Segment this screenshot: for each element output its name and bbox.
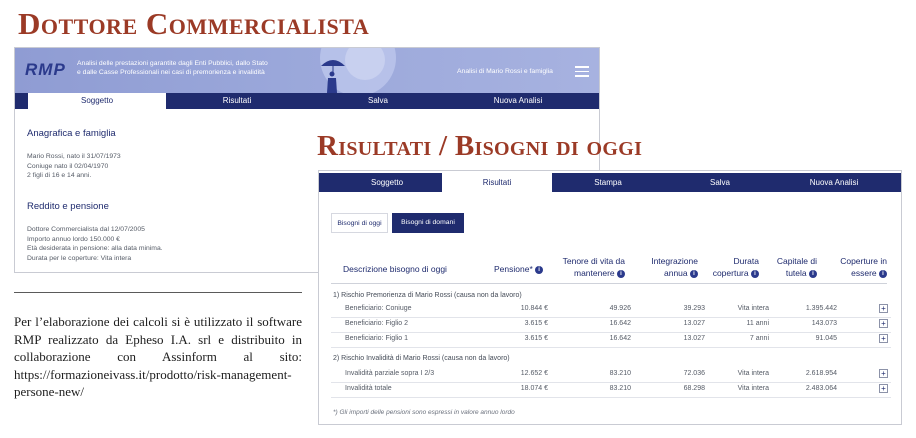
caption-text: Per l’elaborazione dei calcoli si è utilizzato il software RMP realizzato da Epheso I.A. srl e distribuito in collaborazione con Assinform al sito: https://formazioneivass.it/prodotto/risk-management-persone-new/ bbox=[14, 314, 302, 400]
subtab-bisogni-domani[interactable]: Bisogni di domani bbox=[392, 213, 464, 233]
results-nav bbox=[319, 173, 901, 192]
add-coverage-button[interactable]: + bbox=[879, 319, 888, 328]
tab-risultati[interactable]: Risultati bbox=[442, 173, 552, 192]
add-coverage-button[interactable]: + bbox=[879, 334, 888, 343]
main-nav bbox=[15, 93, 599, 109]
header-coperture: Coperture in essere i bbox=[840, 256, 887, 278]
tab-salva[interactable]: Salva bbox=[709, 178, 730, 187]
tab-stampa[interactable]: Stampa bbox=[594, 178, 622, 187]
hamburger-menu-icon[interactable] bbox=[575, 66, 589, 77]
header-pensione: Pensione* i bbox=[494, 263, 543, 275]
tab-salva[interactable]: Salva bbox=[367, 96, 388, 105]
caption-divider bbox=[14, 292, 302, 293]
info-icon[interactable]: i bbox=[535, 266, 543, 274]
table-row: Invalidità totale 18.074 € 83.210 68.298 Vita intera 2.483.064 + bbox=[331, 383, 891, 398]
footnote: *) Gli importi delle pensioni sono espressi in valore annuo lordo bbox=[333, 409, 515, 416]
page-title-risultati: Risultati / Bisogni di oggi bbox=[317, 130, 643, 162]
tab-nuova-analisi[interactable]: Nuova Analisi bbox=[809, 178, 859, 187]
section-anagrafica-title: Anagrafica e famiglia bbox=[27, 128, 116, 139]
header-durata: Durata copertura i bbox=[712, 256, 759, 278]
table-row: Beneficiario: Figlio 1 3.615 € 16.642 13.027 7 anni 91.045 + bbox=[331, 333, 891, 348]
header-descrizione: Descrizione bisogno di oggi bbox=[343, 264, 447, 274]
table-row: Beneficiario: Figlio 2 3.615 € 16.642 13.027 11 anni 143.073 + bbox=[331, 318, 891, 333]
rmp-header bbox=[15, 48, 599, 93]
info-icon[interactable]: i bbox=[879, 270, 887, 278]
page-title-dottore-commercialista: Dottore Commercialista bbox=[18, 6, 370, 41]
info-icon[interactable]: i bbox=[751, 270, 759, 278]
add-coverage-button[interactable]: + bbox=[879, 384, 888, 393]
group-title-premorienza: 1) Rischio Premorienza di Mario Rossi (causa non da lavoro) bbox=[333, 292, 522, 299]
income-details: Dottore Commercialista dal 12/07/2005 Importo annuo lordo 150.000 € Età desiderata in pensione: alla data minima. Durata per le coperture: Vita intera bbox=[27, 226, 163, 262]
group-title-invalidita: 2) Rischio Invalidità di Mario Rossi (causa non da lavoro) bbox=[333, 355, 510, 362]
header-divider bbox=[331, 283, 887, 284]
rmp-logo: RMP bbox=[25, 60, 66, 79]
info-icon[interactable]: i bbox=[809, 270, 817, 278]
info-icon[interactable]: i bbox=[690, 270, 698, 278]
header-description: Analisi delle prestazioni garantite dagli Enti Pubblici, dallo Stato e dalle Casse Professionali nei casi di premorienza e invalidità bbox=[77, 60, 268, 76]
tab-soggetto[interactable]: Soggetto bbox=[28, 93, 166, 109]
table-row: Beneficiario: Coniuge 10.844 € 49.926 39.293 Vita intera 1.395.442 + bbox=[331, 303, 891, 318]
header-integrazione: Integrazione annua i bbox=[651, 256, 698, 278]
family-details: Mario Rossi, nato il 31/07/1973 Coniuge nato il 02/04/1970 2 figli di 16 e 14 anni. bbox=[27, 153, 121, 179]
analysis-owner-label: Analisi di Mario Rossi e famiglia bbox=[457, 68, 553, 75]
tab-risultati[interactable]: Risultati bbox=[222, 96, 252, 105]
tab-soggetto[interactable]: Soggetto bbox=[370, 178, 404, 187]
info-icon[interactable]: i bbox=[617, 270, 625, 278]
section-reddito-title: Reddito e pensione bbox=[27, 201, 109, 212]
subtab-bisogni-oggi[interactable]: Bisogni di oggi bbox=[331, 213, 388, 233]
table-row: Invalidità parziale sopra I 2/3 12.652 € 83.210 72.036 Vita intera 2.618.954 + bbox=[331, 368, 891, 383]
header-capitale: Capitale di tutela i bbox=[776, 256, 817, 278]
tab-nuova-analisi[interactable]: Nuova Analisi bbox=[493, 96, 543, 105]
rmp-results-screenshot bbox=[318, 170, 902, 425]
header-tenore: Tenore di vita da mantenere i bbox=[562, 256, 625, 278]
add-coverage-button[interactable]: + bbox=[879, 304, 888, 313]
add-coverage-button[interactable]: + bbox=[879, 369, 888, 378]
